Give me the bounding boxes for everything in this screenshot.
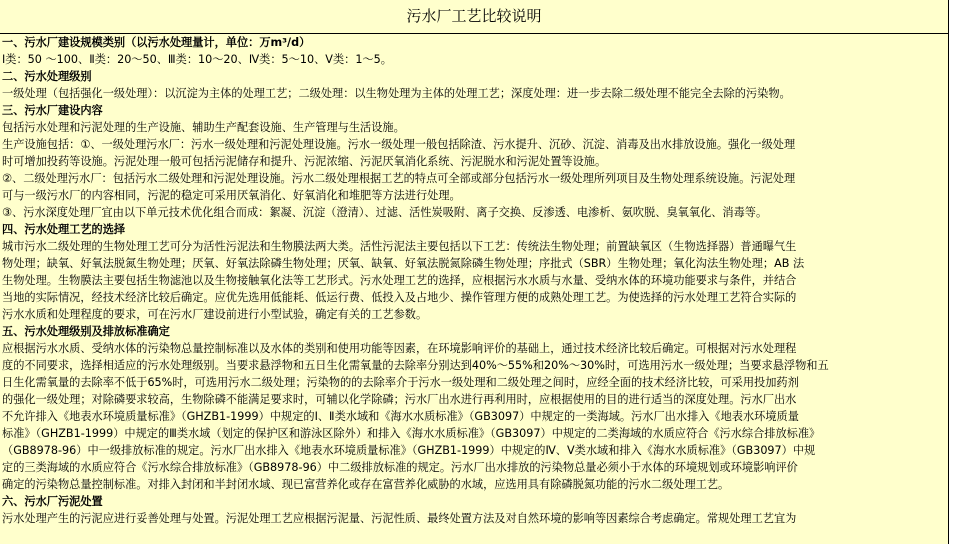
text-line: 生物处理。生物膜法主要包括生物滤池以及生物接触氧化法等工艺形式。污水处理工艺的选择，应根据污水水质与水量、受纳水体的环境功能要求与条件，并结合 <box>2 274 797 287</box>
section-heading: 一、污水厂建设规模类别（以污水处理量计，单位：万m³/d） <box>2 36 311 49</box>
text-line: 物处理；缺氧、好氧法脱氮生物处理；厌氧、好氧法除磷生物处理；厌氧、缺氧、好氧法脱氮除磷生物处理；序批式（SBR）生物处理；氧化沟法生物处理；AB 法 <box>2 257 805 270</box>
text-line: 一级处理（包括强化一级处理）：以沉淀为主体的处理工艺；二级处理：以生物处理为主体的处理工艺；深度处理：进一步去除二级处理不能完全去除的污染物。 <box>2 87 791 100</box>
text-line: 的强化一级处理；对除磷要求较高，生物除磷不能满足要求时，可辅以化学除磷；污水厂出水进行再利用时，应根据使用的目的进行适当的深度处理。污水厂出水 <box>2 393 797 406</box>
section-heading: 四、污水处理工艺的选择 <box>2 223 126 236</box>
section-heading: 二、污水处理级别 <box>2 70 92 83</box>
text-line: 可与一级污水厂的内容相同，污泥的稳定可采用厌氧消化、好氧消化和堆肥等方法进行处理。 <box>2 189 461 202</box>
text-line: 包括污水处理和污泥处理的生产设施、辅助生产配套设施、生产管理与生活设施。 <box>2 121 405 134</box>
text-line: 不允许排入《地表水环境质量标准》（GHZB1-1999）中规定的Ⅰ、Ⅱ类水域和《海水水质标准》（GB3097）中规定的一类海域。污水厂出水排入《地表水环境质量 <box>2 410 799 423</box>
text-line: 时可增加投药等设施。污泥处理一般可包括污泥储存和提升、污泥浓缩、污泥厌氧消化系统、污泥脱水和污泥处置等设施。 <box>2 155 607 168</box>
section-heading: 五、污水处理级别及排放标准确定 <box>2 325 170 338</box>
text-line: 日生化需氧量的去除率不低于65%时，可选用污水二级处理；污染物的的去除率介于污水一级处理和二级处理之间时，应经全面的技术经济比较，可采用投加药剂 <box>2 376 799 389</box>
document-body <box>0 34 948 527</box>
text-line: 定的三类海域的水质应符合《污水综合排放标准》（GB8978-96）中二级排放标准的规定。污水厂出水排放的污染物总量必须小于水体的环境规划或环境影响评价 <box>2 461 798 474</box>
text-line: 污水处理产生的污泥应进行妥善处理与处置。污泥处理工艺应根据污泥量、污泥性质、最终处置方法及对自然环境的影响等因素综合考虑确定。常规处理工艺宜为 <box>2 512 797 525</box>
text-line: 度的不同要求，选择相适应的污水处理级别。当要求悬浮物和五日生化需氧量的去除率分别达到40%～55%和20%～30%时，可选用污水一级处理；当要求悬浮物和五 <box>2 359 829 372</box>
text-line: ③、污水深度处理厂宜由以下单元技术优化组合而成：絮凝、沉淀（澄清）、过滤、活性炭吸附、离子交换、反渗透、电渗析、氨吹脱、臭氧氧化、消毒等。 <box>2 206 768 219</box>
text-line: 标准》（GHZB1-1999）中规定的Ⅲ类水域（划定的保护区和游泳区除外）和排入《海水水质标准》（GB3097）中规定的二类海域的水质应符合《污水综合排放标准》 <box>2 427 821 440</box>
right-margin <box>949 0 965 544</box>
text-line: 城市污水二级处理的生物处理工艺可分为活性污泥法和生物膜法两大类。活性污泥法主要包括以下工艺：传统法生物处理；前置缺氧区（生物选择器）普通曝气生 <box>2 240 797 253</box>
text-line: 污水水质和处理程度的要求，可在污水厂建设前进行小型试验，确定有关的工艺参数。 <box>2 308 428 321</box>
text-line: （GB8978-96）中一级排放标准的规定。污水厂出水排入《地表水环境质量标准》（GHZB1-1999）中规定的Ⅳ、Ⅴ类水域和排入《海水水质标准》（GB3097）中规 <box>2 444 816 457</box>
text-line: 应根据污水水质、受纳水体的污染物总量控制标准以及水体的类别和使用功能等因素，在环境影响评价的基础上，通过技术经济比较后确定。可根据对污水处理程 <box>2 342 797 355</box>
text-line: 生产设施包括：①、一级处理污水厂：污水一级处理和污泥处理设施。污水一级处理一般包括除渣、污水提升、沉砂、沉淀、消毒及出水排放设施。强化一级处理 <box>2 138 796 151</box>
text-line: 确定的污染物总量控制标准。对排入封闭和半封闭水域、现已富营养化或存在富营养化威胁的水域，应选用具有除磷脱氮功能的污水二级处理工艺。 <box>2 478 730 491</box>
text-line: 当地的实际情况，经技术经济比较后确定。应优先选用低能耗、低运行费、低投入及占地少、操作管理方便的成熟处理工艺。为使选择的污水处理工艺符合实际的 <box>2 291 797 304</box>
document-title: 污水厂工艺比较说明 <box>0 0 948 34</box>
text-line: ②、二级处理污水厂：包括污水二级处理和污泥处理设施。污水二级处理根据工艺的特点可全部或部分包括污水一级处理所列项目及生物处理系统设施。污泥处理 <box>2 172 796 185</box>
section-heading: 六、污水厂污泥处置 <box>2 495 103 508</box>
text-line: Ⅰ类：50 ～100、Ⅱ类：20～50、Ⅲ类：10～20、Ⅳ类：5～10、Ⅴ类：1～5。 <box>2 53 392 66</box>
section-heading: 三、污水厂建设内容 <box>2 104 103 117</box>
